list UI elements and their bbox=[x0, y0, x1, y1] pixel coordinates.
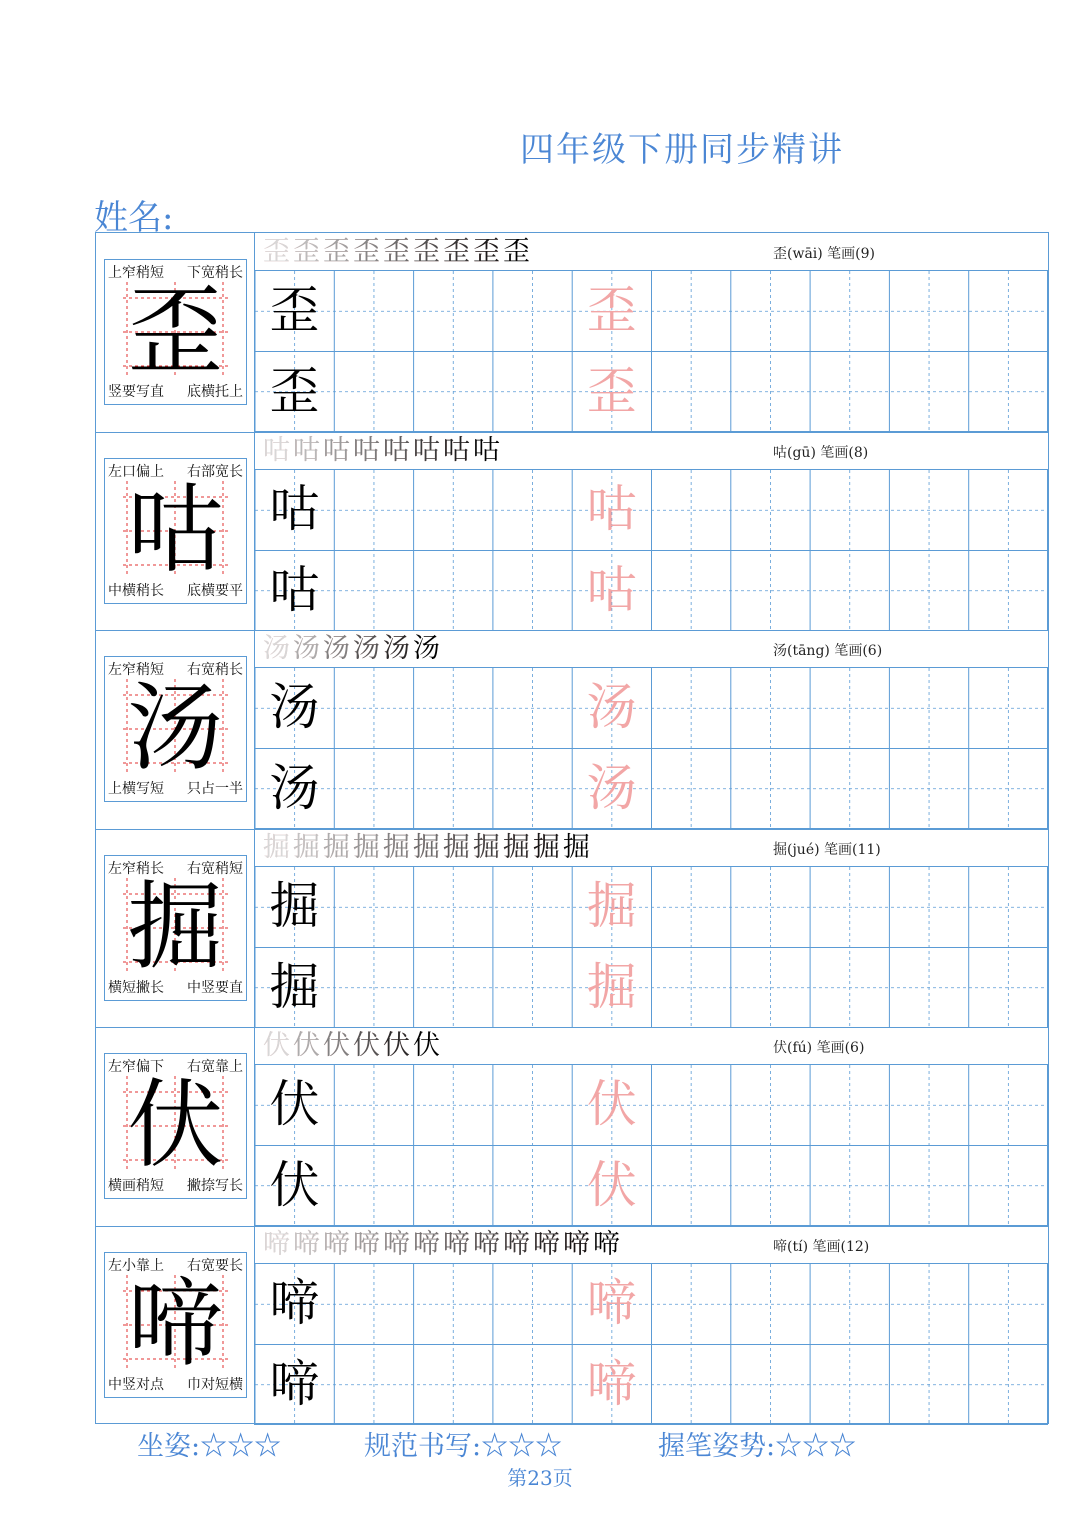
stroke-step: 汤 bbox=[293, 633, 323, 664]
stroke-sequence bbox=[263, 831, 593, 865]
model-character: 咕 bbox=[269, 480, 320, 538]
stroke-step: 伏 bbox=[293, 1030, 323, 1061]
structure-card bbox=[104, 1053, 247, 1199]
stroke-step: 掘 bbox=[263, 832, 293, 863]
stroke-step: 啼 bbox=[593, 1229, 623, 1260]
trace-character: 伏 bbox=[586, 1075, 637, 1133]
reference-column bbox=[96, 233, 255, 432]
writing-tip: 左窄稍短 bbox=[108, 662, 164, 678]
writing-tip: 横画稍短 bbox=[108, 1178, 164, 1194]
reference-character: 掘 bbox=[127, 871, 224, 983]
practice-sheet bbox=[95, 232, 1049, 1424]
stroke-step: 掘 bbox=[383, 832, 413, 863]
stroke-step: 咕 bbox=[383, 435, 413, 466]
stroke-step: 伏 bbox=[323, 1030, 353, 1061]
stroke-order-row bbox=[255, 432, 1048, 470]
rating-writing: 规范书写:☆☆☆ bbox=[364, 1431, 563, 1462]
name-label: 姓名: bbox=[94, 198, 174, 238]
stroke-step: 歪 bbox=[383, 236, 413, 267]
writing-tip: 右部宽长 bbox=[187, 464, 243, 480]
stroke-sequence bbox=[263, 632, 443, 666]
trace-character: 汤 bbox=[586, 678, 637, 736]
writing-tip: 左口偏上 bbox=[108, 464, 164, 480]
practice-grid bbox=[255, 470, 1048, 631]
stroke-step: 汤 bbox=[353, 633, 383, 664]
stroke-step: 咕 bbox=[473, 435, 503, 466]
stroke-order-row bbox=[255, 233, 1048, 271]
reference-character: 咕 bbox=[127, 474, 224, 586]
writing-tip: 中竖要直 bbox=[187, 980, 243, 996]
grid-lines bbox=[255, 1065, 1048, 1226]
structure-card bbox=[104, 855, 247, 1001]
writing-tip: 撇捺写长 bbox=[187, 1178, 243, 1194]
stroke-step: 咕 bbox=[443, 435, 473, 466]
reference-character: 歪 bbox=[127, 275, 224, 387]
writing-tip: 下宽稍长 bbox=[187, 265, 243, 281]
model-character: 伏 bbox=[269, 1075, 320, 1133]
page-title: 四年级下册同步精讲 bbox=[520, 130, 844, 170]
stroke-step: 歪 bbox=[293, 236, 323, 267]
structure-card bbox=[104, 458, 247, 604]
stroke-step: 啼 bbox=[473, 1229, 503, 1260]
stroke-step: 咕 bbox=[263, 435, 293, 466]
stroke-step: 汤 bbox=[383, 633, 413, 664]
character-info: 啼(tí) 笔画(12) bbox=[773, 1239, 870, 1255]
writing-tip: 右宽稍长 bbox=[187, 662, 243, 678]
stroke-step: 啼 bbox=[563, 1229, 593, 1260]
writing-tip: 底横要平 bbox=[187, 583, 243, 599]
stroke-step: 咕 bbox=[413, 435, 443, 466]
stroke-step: 咕 bbox=[323, 435, 353, 466]
stroke-step: 歪 bbox=[443, 236, 473, 267]
model-character: 汤 bbox=[269, 758, 320, 817]
stroke-step: 伏 bbox=[353, 1030, 383, 1061]
stroke-step: 汤 bbox=[263, 633, 293, 664]
writing-tip: 左窄稍长 bbox=[108, 861, 164, 877]
trace-character: 啼 bbox=[586, 1354, 637, 1413]
stroke-step: 咕 bbox=[293, 435, 323, 466]
writing-tip: 只占一半 bbox=[187, 781, 243, 797]
model-character: 伏 bbox=[269, 1155, 320, 1214]
trace-character: 汤 bbox=[586, 758, 637, 817]
model-character: 掘 bbox=[269, 877, 320, 935]
character-info: 咕(gū) 笔画(8) bbox=[773, 445, 869, 461]
writing-tip: 左窄偏下 bbox=[108, 1059, 164, 1075]
writing-tip: 横短撇长 bbox=[108, 980, 164, 996]
stroke-step: 掘 bbox=[443, 832, 473, 863]
rating-posture: 坐姿:☆☆☆ bbox=[137, 1431, 282, 1462]
stroke-step: 掘 bbox=[293, 832, 323, 863]
character-block bbox=[96, 233, 1048, 432]
model-character: 歪 bbox=[269, 361, 320, 420]
reference-column bbox=[96, 1027, 255, 1226]
reference-column bbox=[96, 630, 255, 829]
writing-tip: 右宽要长 bbox=[187, 1258, 243, 1274]
model-character: 咕 bbox=[269, 560, 320, 619]
trace-character: 掘 bbox=[586, 957, 637, 1016]
stroke-step: 啼 bbox=[533, 1229, 563, 1260]
stroke-step: 啼 bbox=[413, 1229, 443, 1260]
trace-character: 歪 bbox=[586, 361, 637, 420]
reference-character: 伏 bbox=[127, 1069, 224, 1181]
writing-tip: 竖要写直 bbox=[108, 384, 164, 400]
stroke-step: 掘 bbox=[503, 832, 533, 863]
stroke-order-row bbox=[255, 630, 1048, 668]
stroke-step: 啼 bbox=[353, 1229, 383, 1260]
writing-tip: 上横写短 bbox=[108, 781, 164, 797]
character-block bbox=[96, 829, 1048, 1028]
reference-column bbox=[96, 432, 255, 631]
stroke-sequence bbox=[263, 1029, 443, 1063]
stroke-step: 歪 bbox=[503, 236, 533, 267]
stroke-step: 伏 bbox=[413, 1030, 443, 1061]
stroke-step: 掘 bbox=[473, 832, 503, 863]
character-block bbox=[96, 1027, 1048, 1226]
grid-lines bbox=[255, 271, 1048, 432]
trace-character: 咕 bbox=[586, 480, 637, 538]
stroke-step: 掘 bbox=[353, 832, 383, 863]
writing-tip: 右宽靠上 bbox=[187, 1059, 243, 1075]
stroke-step: 伏 bbox=[383, 1030, 413, 1061]
structure-card bbox=[104, 1252, 247, 1398]
reference-character: 啼 bbox=[127, 1268, 224, 1380]
model-character: 啼 bbox=[269, 1354, 320, 1413]
stroke-step: 歪 bbox=[413, 236, 443, 267]
writing-tip: 巾对短横 bbox=[187, 1377, 243, 1393]
stroke-step: 伏 bbox=[263, 1030, 293, 1061]
stroke-step: 歪 bbox=[473, 236, 503, 267]
character-block bbox=[96, 630, 1048, 829]
character-info: 伏(fú) 笔画(6) bbox=[773, 1040, 865, 1056]
stroke-step: 咕 bbox=[353, 435, 383, 466]
stroke-step: 掘 bbox=[563, 832, 593, 863]
grid-lines bbox=[255, 668, 1048, 829]
stroke-step: 歪 bbox=[263, 236, 293, 267]
character-block bbox=[96, 432, 1048, 631]
reference-column bbox=[96, 1226, 255, 1425]
trace-character: 掘 bbox=[586, 877, 637, 935]
stroke-step: 啼 bbox=[323, 1229, 353, 1260]
rating-grip: 握笔姿势:☆☆☆ bbox=[658, 1431, 857, 1462]
model-character: 歪 bbox=[269, 281, 320, 339]
stroke-step: 啼 bbox=[443, 1229, 473, 1260]
character-block bbox=[96, 1226, 1048, 1425]
character-info: 汤(tāng) 笔画(6) bbox=[773, 643, 883, 659]
stroke-step: 掘 bbox=[323, 832, 353, 863]
structure-card bbox=[104, 656, 247, 802]
writing-tip: 中横稍长 bbox=[108, 583, 164, 599]
practice-grid bbox=[255, 271, 1048, 432]
stroke-step: 掘 bbox=[413, 832, 443, 863]
practice-grid bbox=[255, 1065, 1048, 1226]
stroke-step: 汤 bbox=[323, 633, 353, 664]
stroke-sequence bbox=[263, 235, 533, 269]
grid-lines bbox=[255, 867, 1048, 1028]
stroke-step: 掘 bbox=[533, 832, 563, 863]
stroke-step: 啼 bbox=[383, 1229, 413, 1260]
stroke-step: 啼 bbox=[293, 1229, 323, 1260]
trace-character: 啼 bbox=[586, 1274, 637, 1332]
practice-grid bbox=[255, 668, 1048, 829]
character-info: 歪(wāi) 笔画(9) bbox=[773, 246, 876, 262]
trace-character: 歪 bbox=[586, 281, 637, 339]
model-character: 掘 bbox=[269, 957, 320, 1016]
writing-tip: 左小靠上 bbox=[108, 1258, 164, 1274]
stroke-order-row bbox=[255, 829, 1048, 867]
character-info: 掘(jué) 笔画(11) bbox=[773, 842, 881, 858]
grid-lines bbox=[255, 470, 1048, 631]
writing-tip: 右宽稍短 bbox=[187, 861, 243, 877]
grid-lines bbox=[255, 1264, 1048, 1425]
stroke-sequence bbox=[263, 434, 503, 468]
writing-tip: 底横托上 bbox=[187, 384, 243, 400]
reference-character: 汤 bbox=[127, 672, 224, 784]
stroke-step: 啼 bbox=[263, 1229, 293, 1260]
page-number: 第23页 bbox=[507, 1466, 573, 1490]
stroke-step: 啼 bbox=[503, 1229, 533, 1260]
model-character: 啼 bbox=[269, 1274, 320, 1332]
stroke-order-row bbox=[255, 1027, 1048, 1065]
practice-grid bbox=[255, 867, 1048, 1028]
reference-column bbox=[96, 829, 255, 1028]
stroke-step: 歪 bbox=[353, 236, 383, 267]
stroke-step: 汤 bbox=[413, 633, 443, 664]
trace-character: 咕 bbox=[586, 560, 637, 619]
model-character: 汤 bbox=[269, 678, 320, 736]
structure-card bbox=[104, 259, 247, 405]
writing-tip: 中竖对点 bbox=[108, 1377, 164, 1393]
writing-tip: 上窄稍短 bbox=[108, 265, 164, 281]
trace-character: 伏 bbox=[586, 1155, 637, 1214]
practice-grid bbox=[255, 1264, 1048, 1425]
stroke-step: 歪 bbox=[323, 236, 353, 267]
stroke-order-row bbox=[255, 1226, 1048, 1264]
stroke-sequence bbox=[263, 1228, 623, 1262]
